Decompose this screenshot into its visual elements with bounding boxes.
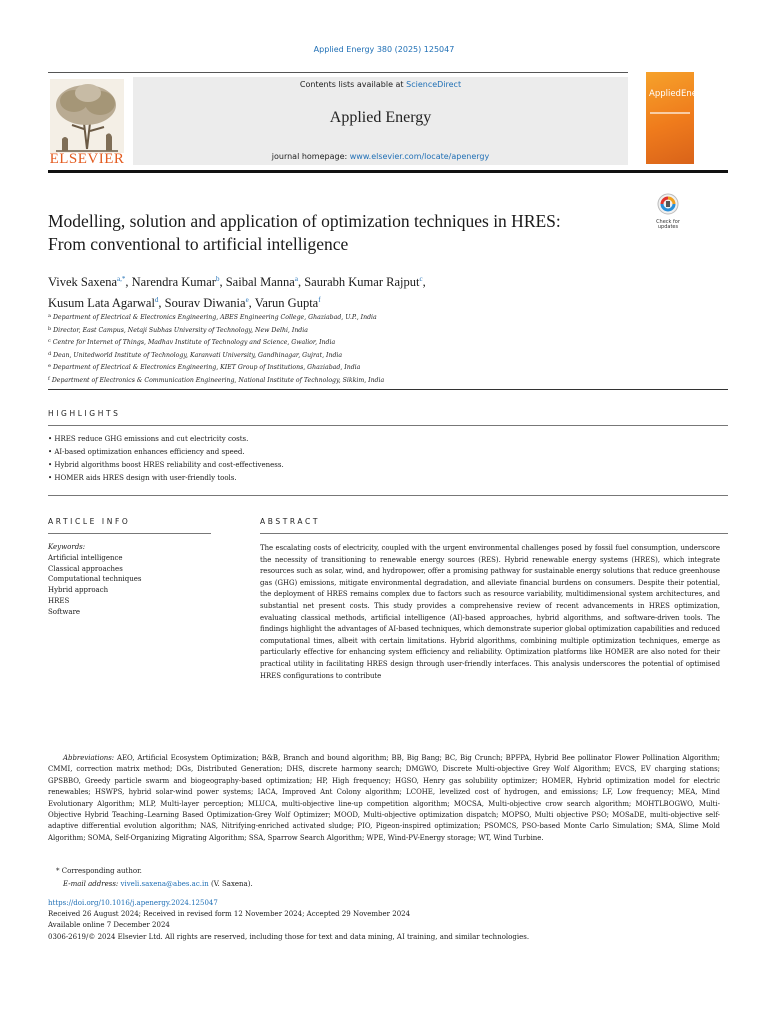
affiliation: $^d$ Dean, Unitedworld Institute of Technology, Karanvati University, Gandhinagar, Gujrat, India <box>48 350 343 359</box>
affiliation: $^a$ Department of Electrical & Electronics Engineering, ABES Engineering College, Ghaziabad, U.P., India <box>48 313 377 321</box>
author[interactable]: Sourav Diwania$^e$ <box>164 296 249 310</box>
check-updates-label: Check for updates <box>656 219 680 230</box>
email-footnote <box>63 879 735 890</box>
abbreviations-footnote <box>48 753 720 844</box>
author[interactable]: Saibal Manna$^a$ <box>225 275 298 289</box>
keywords-label: Keywords: <box>48 543 86 551</box>
email-link[interactable]: viveli.saxena@abes.ac.in <box>120 880 209 888</box>
highlight-item: • Hybrid algorithms boost HRES reliability and cost-effectiveness. <box>48 461 284 469</box>
divider-rule <box>48 533 211 534</box>
masthead-center-box <box>133 77 628 165</box>
article-title-line-2: From conventional to artificial intelligence <box>48 234 349 254</box>
journal-citation-text[interactable]: Applied Energy 380 (2025) 125047 <box>313 45 455 54</box>
keyword: Software <box>48 607 81 616</box>
masthead <box>48 69 728 175</box>
abbreviations-label: Abbreviations: <box>63 754 115 762</box>
contents-line <box>133 80 628 89</box>
check-updates-icon <box>657 193 679 215</box>
journal-cover-image[interactable] <box>646 72 711 164</box>
masthead-bottom-rule <box>48 170 728 173</box>
author[interactable]: Vivek Saxena$^{a,*}$ <box>48 275 126 289</box>
homepage-line <box>133 152 628 161</box>
article-title-line-1: Modelling, solution and application of optimization techniques in HRES: <box>48 211 561 231</box>
available-online: Available online 7 December 2024 <box>48 921 170 930</box>
affiliation: $^c$ Centre for Internet of Things, Madhav Institute of Technology and Science, Gwalior, India <box>48 338 336 346</box>
cover-title: AppliedEnergy <box>649 89 711 99</box>
author[interactable]: Varun Gupta$^f$ <box>254 296 321 310</box>
article-title <box>48 210 628 256</box>
abstract-text: The escalating costs of electricity, coupled with the urgent environmental challenges posed by fossil fuel consumption, underscore the necessity of transitioning to renewable energy sources (RES). Hybrid renewable energy systems (HRES), which integrate resources such as solar, wind, and hydropower, offer a promising pathway for sustainable energy solutions that reduce greenhouse gas (GHG) emissions, mitigate environmental degradation, and alleviate financial burdens on consumers. Despite their potential, the deployment of HRES remains complex due to factors such as resource variability, multidimensional system architectures, and substantial net present costs. This study provides a comprehensive review of recent advancements in HRES optimization, evaluating classical methods, artificial intelligence (AI)-based approaches, hybrid algorithms, and software-driven tools. The findings highlight the advantages of AI-based techniques, which demonstrate superior global optimization capabilities and reduced computational times, albeit with certain limitations. Hybrid algorithms, combining multiple optimization techniques, emerge as particularly effective for enhancing system efficiency and reliability. Optimization platforms like HOMER are also noted for their practical utility in facilitating HRES design through user-friendly interfaces. This analysis underscores the potential of optimised HRES configurations to contribute <box>260 544 720 680</box>
homepage-prefix: journal homepage: <box>271 152 350 161</box>
cover-divider <box>650 112 690 114</box>
article-info-heading: ARTICLE INFO <box>48 517 131 526</box>
copyright-notice: 0306-2619/© 2024 Elsevier Ltd. All rights are reserved, including those for text and data mining, AI training, and similar technologies. <box>48 932 530 941</box>
abstract-heading: ABSTRACT <box>260 517 321 526</box>
keyword: Computational techniques <box>48 575 142 584</box>
author[interactable]: Narendra Kumar$^b$ <box>131 275 220 289</box>
contents-prefix: Contents lists available at <box>299 80 407 89</box>
highlight-item: • HOMER aids HRES design with user-friendly tools. <box>48 474 237 482</box>
email-suffix: (V. Saxena). <box>208 880 253 888</box>
keyword: HRES <box>48 596 70 605</box>
check-for-updates-badge[interactable] <box>650 193 686 229</box>
author-list: Vivek Saxena$^{a,*}$, Narendra Kumar$^b$, Saibal Manna$^a$, Saurabh Kumar Rajput$^c$, Kusum Lata Agarwal$^d$, Sourav Diwania$^e$, Varun Gupta$^f$ <box>48 275 426 310</box>
keywords-block <box>48 542 218 618</box>
journal-name: Applied Energy <box>329 109 432 126</box>
sciencedirect-link[interactable]: ScienceDirect <box>406 80 462 89</box>
masthead-top-rule <box>48 72 628 73</box>
elsevier-wordmark[interactable]: ELSEVIER <box>49 151 125 167</box>
affiliation: $^e$ Department of Electrical & Electronics Engineering, KIET Group of Institutions, Ghaziabad, India <box>48 363 361 371</box>
abbreviations-text: AEO, Artificial Ecosystem Optimization; B&B, Branch and bound algorithm; BB, Big Bang; BC, Big Crunch; BPFPA, Hybrid Bee pollinator Flower Pollination Algorithm; CMMI, correction matrix method; DGs, Distributed Generation; DHS, discrete harmony search; DMGWO, Discrete Multi-objective Grey Wolf Algorithm; EVCS, EV charging stations; GPSBBO, Greedy particle swarm and biogeography-based optimization; HP, High frequency; HGSO, Henry gas solubility optimizer; HOMER, Hybrid optimization model for electric renewables; HSWPS, hybrid solar-wind power systems; IACA, Improved Ant Colony algorithm; LCOHE, levelized cost of hydrogen, and emissions; LF, Low frequency; MEA, Mind Evolutionary Algorithm; MLP, Multi-layer perception; MLUCA, multi-objective line-up competition algorithm; MOCSA, Multi-objective crow search algorithm; MOHTLBOGWO, Multi-Objective Hybrid Teaching–Learning Based Optimization-Grey Wolf Optimizer; MOOD, Multi-objective optimization dispatch; MOPSO, Multi objective PSO; MOSaDE, multi-objective self-adaptive differential evolution algorithm; NAS, Nitrifying-enriched activated sludge; PIO, Pigeon-inspired optimization; PSOMCS, PSO-based Monte Carlo Simulation; SMA, Slime Mold Algorithm; SOMA, Self-Organizing Migrating Algorithm; SSA, Sparrow Search Algorithm; WPE, Wind-PV-Energy storage; WT, Wind Turbine. <box>48 754 720 842</box>
keyword: Artificial intelligence <box>48 553 123 562</box>
journal-homepage-link[interactable]: www.elsevier.com/locate/apenergy <box>349 152 490 161</box>
divider-rule <box>48 389 728 390</box>
author[interactable]: Kusum Lata Agarwal$^d$ <box>48 296 159 310</box>
highlight-item: • AI-based optimization enhances efficiency and speed. <box>48 448 245 456</box>
highlights-heading: HIGHLIGHTS <box>48 409 121 418</box>
divider-rule <box>260 533 728 534</box>
divider-rule <box>48 495 728 496</box>
author[interactable]: Saurabh Kumar Rajput$^c$ <box>304 275 423 289</box>
divider-rule <box>48 425 728 426</box>
received-dates: Received 26 August 2024; Received in revised form 12 November 2024; Accepted 29 November 2024 <box>48 910 411 919</box>
corresponding-author-note: * Corresponding author. <box>56 867 142 875</box>
publication-info <box>48 898 720 943</box>
journal-citation[interactable] <box>0 45 768 54</box>
email-label: E-mail address: <box>63 880 119 888</box>
affiliation: $^b$ Director, East Campus, Netaji Subhas University of Technology, New Delhi, India <box>48 325 308 334</box>
highlight-item: • HRES reduce GHG emissions and cut electricity costs. <box>48 435 249 443</box>
keyword: Hybrid approach <box>48 586 109 595</box>
highlights-list <box>48 433 728 485</box>
affiliation-list <box>48 311 728 386</box>
keywords-list <box>48 553 218 618</box>
keyword: Classical approaches <box>48 564 123 573</box>
doi-link[interactable]: https://doi.org/10.1016/j.apenergy.2024.125047 <box>48 899 218 907</box>
affiliation: $^f$ Department of Electronics & Communication Engineering, National Institute of Technology, Sikkim, India <box>48 375 385 384</box>
